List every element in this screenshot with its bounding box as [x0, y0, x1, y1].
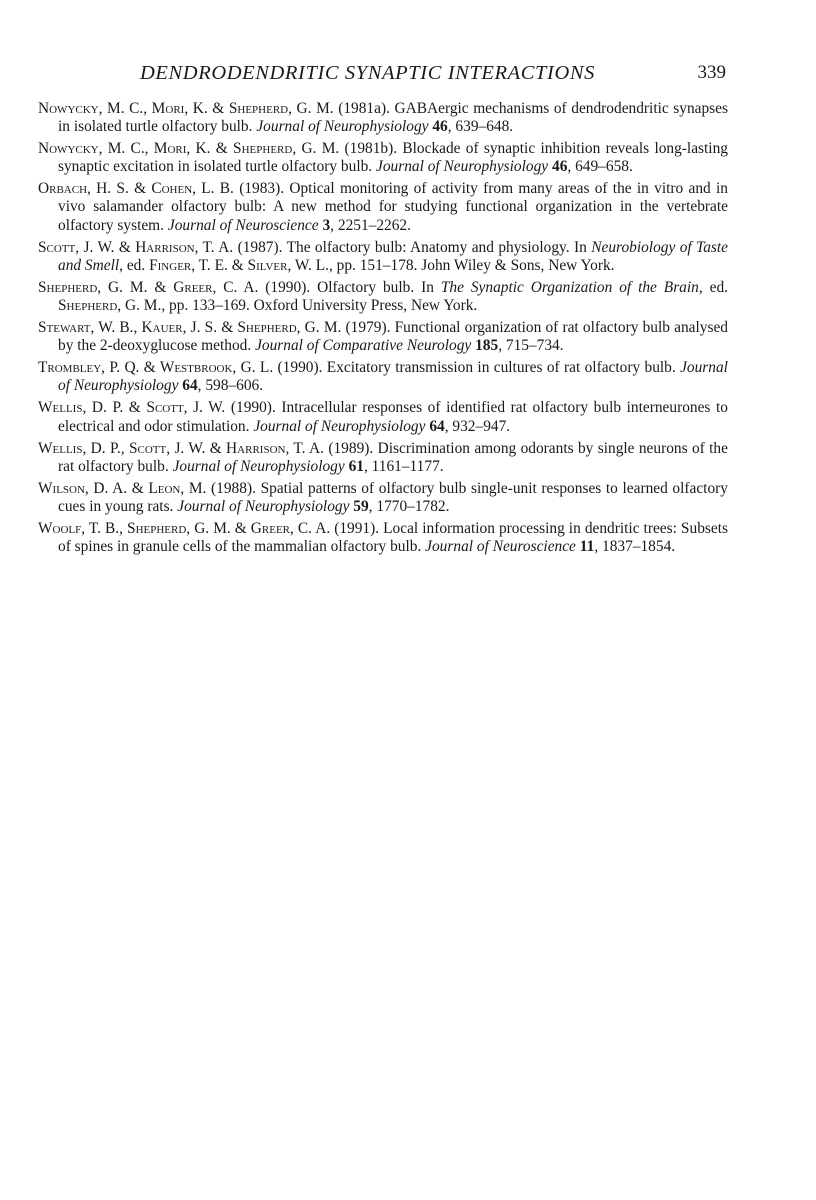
reference-authors: Stewart, W. B., Kauer, J. S. & Shepherd, G. M. [38, 319, 342, 337]
running-header [36, 62, 726, 86]
reference-editors: Shepherd, G. M. [58, 296, 162, 314]
reference-volume: 64 [429, 417, 445, 435]
reference-authors: Woolf, T. B., Shepherd, G. M. & Greer, C. A. [38, 519, 331, 537]
reference-title: Intracellular responses of identified rat olfactory bulb interneurones to electrical and odor stimulation. [58, 399, 729, 435]
reference-title: The olfactory bulb: Anatomy and physiology. [286, 238, 570, 256]
reference-item [38, 480, 728, 516]
reference-volume: 185 [475, 337, 499, 355]
reference-journal: Journal of Neurophysiology [172, 457, 345, 475]
reference-title: GABAergic mechanisms of dendrodendritic synapses in isolated turtle olfactory bulb. [58, 100, 728, 136]
reference-pages: , 1161–1177. [363, 457, 444, 475]
reference-volume: 46 [552, 158, 568, 176]
reference-authors: Wellis, D. P., Scott, J. W. & Harrison, T. A. [38, 439, 324, 457]
reference-item [38, 180, 728, 234]
reference-authors: Orbach, H. S. & Cohen, L. B. [38, 180, 234, 198]
reference-journal: Journal of Neurophysiology [177, 497, 350, 515]
reference-year: (1988). [211, 479, 256, 497]
reference-authors: Nowycky, M. C., Mori, K. & Shepherd, G. M. [38, 140, 340, 158]
reference-pages: , 598–606. [197, 377, 264, 395]
reference-item [38, 100, 728, 136]
reference-title: Functional organization of rat olfactory bulb analysed by the 2-deoxyglucose method. [58, 319, 728, 355]
reference-item [38, 520, 728, 556]
reference-item [38, 359, 728, 395]
reference-publisher: , pp. 133–169. Oxford University Press, New York. [161, 296, 478, 314]
reference-in: In [574, 238, 587, 256]
reference-year: (1987). [237, 238, 283, 256]
running-title: DENDRODENDRITIC SYNAPTIC INTERACTIONS [140, 62, 596, 84]
reference-item [38, 140, 728, 176]
reference-journal: Journal of Neurophysiology [253, 417, 426, 435]
reference-pages: , 1770–1782. [368, 497, 450, 515]
reference-pages: , 649–658. [567, 158, 633, 176]
reference-in: In [421, 278, 434, 296]
reference-publisher: , pp. 151–178. John Wiley & Sons, New York. [328, 256, 615, 274]
reference-journal: Journal of Neurophysiology [58, 359, 728, 395]
reference-year: (1991). [334, 519, 380, 537]
reference-item [38, 279, 728, 315]
reference-pages: , 2251–2262. [330, 216, 411, 234]
reference-title: Olfactory bulb. [317, 278, 415, 296]
reference-authors: Scott, J. W. & Harrison, T. A. [38, 238, 234, 256]
reference-editors-prefix: , ed. [698, 278, 728, 296]
reference-pages: , 1837–1854. [594, 538, 676, 556]
reference-year: (1990). [265, 278, 311, 296]
reference-title: Local information processing in dendritic trees: Subsets of spines in granule cells of the mammalian olfactory bulb. [58, 519, 728, 556]
reference-title: Optical monitoring of activity from many areas of the in vitro and in vivo salamander olfactory bulb: A new method for studying functional organization in the vertebrate olfactory system. [58, 180, 728, 234]
reference-year: (1983). [239, 180, 285, 198]
reference-volume: 11 [579, 538, 595, 556]
reference-item [38, 239, 728, 275]
reference-list [38, 100, 728, 560]
reference-editors: Finger, T. E. & Silver, W. L. [149, 256, 329, 274]
reference-authors: Wellis, D. P. & Scott, J. W. [38, 399, 226, 417]
reference-book-title: The Synaptic Organization of the Brain [440, 278, 699, 296]
reference-item [38, 440, 728, 476]
reference-journal: Journal of Neuroscience [167, 216, 319, 234]
reference-year: (1981a). [338, 100, 390, 117]
reference-item [38, 399, 728, 435]
reference-journal: Journal of Comparative Neurology [255, 337, 472, 355]
reference-title: Excitatory transmission in cultures of rat olfactory bulb. [326, 359, 676, 377]
reference-journal: Journal of Neuroscience [425, 538, 576, 556]
reference-authors: Wilson, D. A. & Leon, M. [38, 479, 207, 497]
reference-volume: 64 [182, 377, 198, 395]
reference-volume: 46 [432, 118, 448, 136]
reference-year: (1990). [230, 399, 276, 417]
reference-pages: , 932–947. [444, 417, 511, 435]
reference-year: (1990). [277, 359, 323, 377]
reference-title: Discrimination among odorants by single neurons of the rat olfactory bulb. [58, 439, 728, 475]
reference-year: (1981b). [344, 140, 398, 158]
reference-authors: Shepherd, G. M. & Greer, C. A. [38, 278, 259, 296]
reference-item [38, 319, 728, 355]
reference-pages: , 639–648. [447, 118, 514, 136]
reference-authors: Trombley, P. Q. & Westbrook, G. L. [38, 359, 274, 377]
page-number: 339 [697, 62, 726, 83]
reference-pages: , 715–734. [498, 337, 564, 355]
reference-title: Blockade of synaptic inhibition reveals long-lasting synaptic excitation in isolated turtle olfactory bulb. [58, 140, 728, 176]
reference-journal: Journal of Neurophysiology [376, 158, 549, 176]
reference-authors: Nowycky, M. C., Mori, K. & Shepherd, G. M. [38, 100, 334, 117]
reference-journal: Journal of Neurophysiology [256, 118, 429, 136]
reference-year: (1979). [345, 319, 391, 337]
reference-volume: 3 [322, 216, 331, 234]
reference-volume: 61 [348, 457, 364, 475]
reference-title: Spatial patterns of olfactory bulb single-unit responses to learned olfactory cues in young rats. [58, 479, 728, 515]
reference-editors-prefix: , ed. [119, 256, 146, 274]
reference-year: (1989). [328, 439, 374, 457]
reference-volume: 59 [353, 497, 369, 515]
reference-book-title: Neurobiology of Taste and Smell [58, 238, 728, 274]
